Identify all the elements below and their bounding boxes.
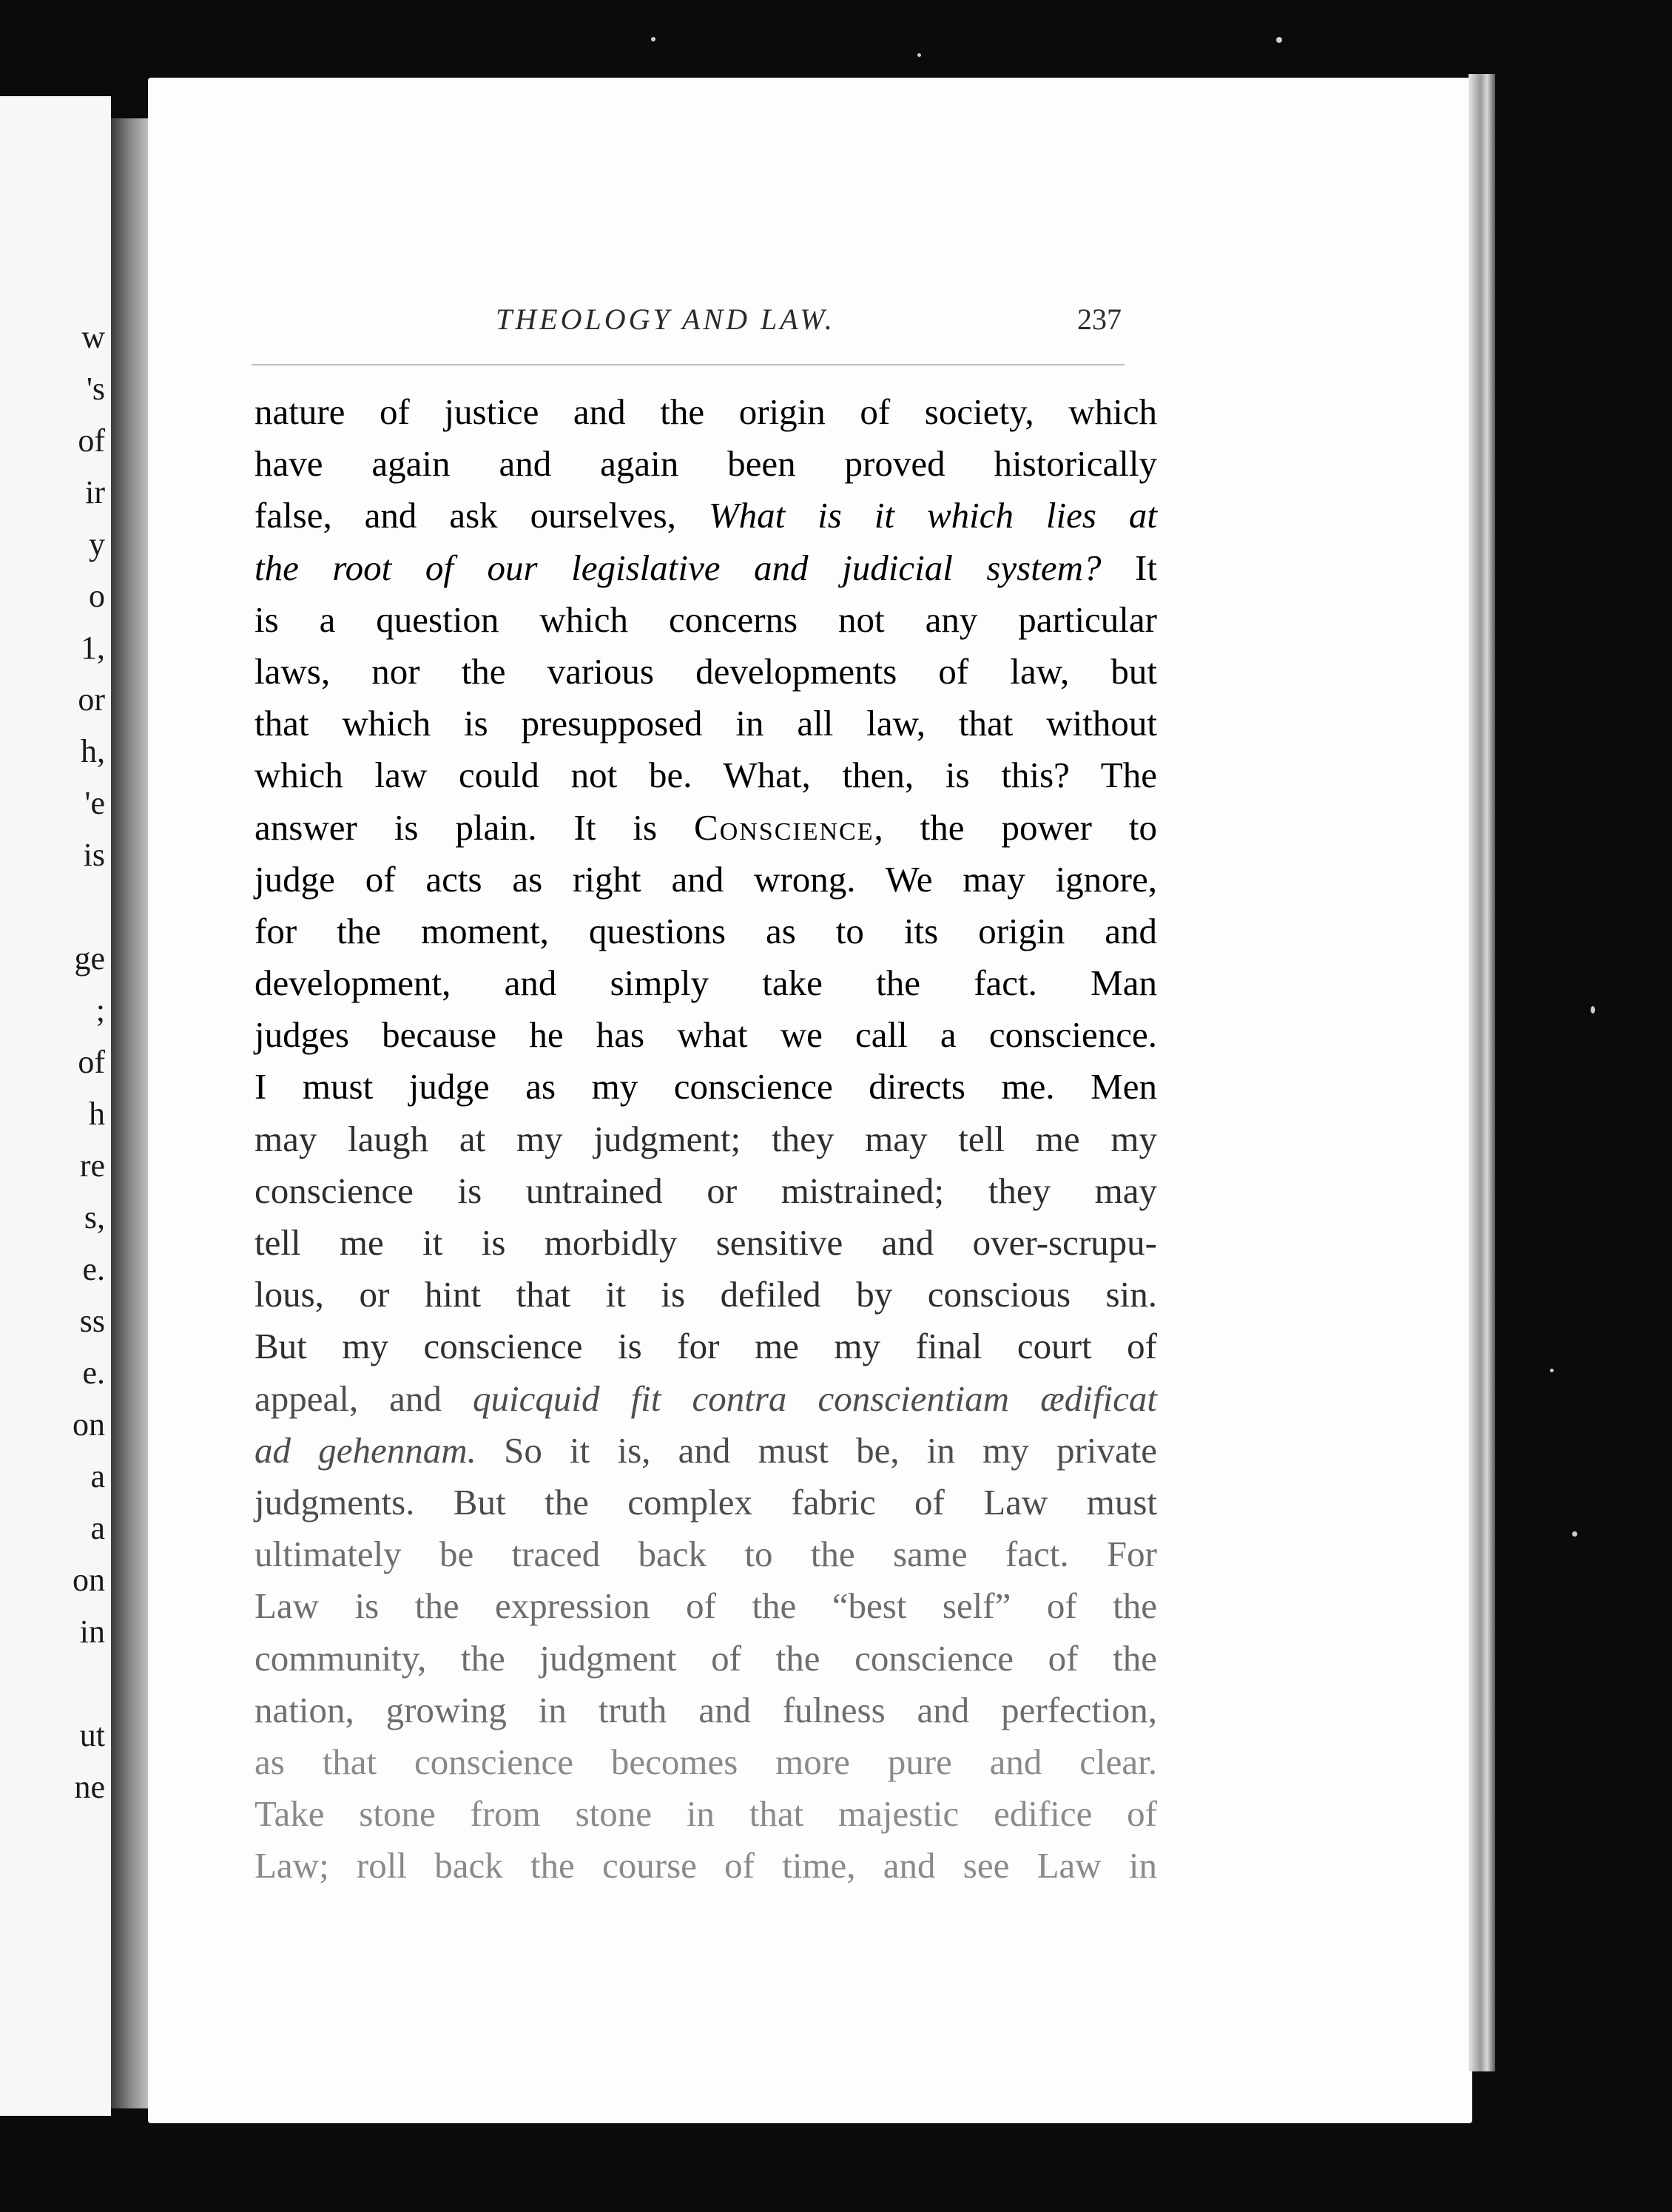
facing-page-fragment: h <box>89 1096 105 1132</box>
facing-page-fragment: ne <box>74 1769 105 1805</box>
text-segment: answer is plain. It is <box>254 806 695 848</box>
facing-page-fragment: y <box>89 526 105 562</box>
facing-page-fragment: w <box>81 319 105 355</box>
text-line: ultimately be traced back to the same fact. For <box>254 1534 1157 1575</box>
text-line <box>254 1373 1157 1425</box>
facing-page-fragment: ge <box>74 940 105 977</box>
text-line <box>254 490 1157 542</box>
text-line: conscience is untrained or mistrained; they may <box>254 1170 1157 1211</box>
text-segment: , the power to <box>874 806 1157 848</box>
facing-page-fragment: 's <box>86 371 105 407</box>
text-line: nation, growing in truth and fulness and perfection, <box>254 1689 1157 1730</box>
body-text <box>254 386 1157 1892</box>
italic-text: quicquid fit contra conscientiam ædificat <box>473 1378 1157 1419</box>
text-line: I must judge as my conscience directs me. Men <box>254 1066 1157 1107</box>
dust-speck <box>1550 1369 1554 1372</box>
facing-page-fragment: e. <box>82 1251 105 1287</box>
facing-page-fragment: ir <box>85 474 105 510</box>
italic-text: ad gehennam. <box>254 1429 476 1471</box>
text-line: as that conscience becomes more pure and clear. <box>254 1741 1157 1782</box>
text-line <box>254 1425 1157 1477</box>
facing-page-fragment: in <box>79 1614 105 1650</box>
facing-page-fragment: or <box>78 681 105 718</box>
text-line: lous, or hint that it is defiled by conscious sin. <box>254 1274 1157 1315</box>
facing-page-fragment: re <box>79 1147 105 1184</box>
text-line <box>254 542 1157 594</box>
header-rule <box>252 364 1125 365</box>
text-line: judge of acts as right and wrong. We may ignore, <box>254 858 1157 900</box>
facing-page-fragment: h, <box>81 733 105 769</box>
facing-page-fragment: s, <box>84 1199 105 1235</box>
facing-page-fragment: e. <box>82 1355 105 1391</box>
facing-page-fragment: of <box>78 1044 105 1080</box>
italic-text: What is it which lies at <box>708 495 1157 536</box>
text-line: laws, nor the various developments of law, but <box>254 650 1157 692</box>
text-line: development, and simply take the fact. Man <box>254 962 1157 1004</box>
facing-page-fragment: 1, <box>81 630 105 666</box>
facing-page-fragment: of <box>78 422 105 459</box>
text-line: Take stone from stone in that majestic edifice of <box>254 1793 1157 1835</box>
text-line: community, the judgment of the conscience of the <box>254 1637 1157 1679</box>
facing-page-fragment: o <box>89 578 105 614</box>
dust-speck <box>917 53 921 57</box>
text-line: judgments. But the complex fabric of Law must <box>254 1481 1157 1523</box>
text-segment: It <box>1101 547 1157 588</box>
page-edge <box>1469 74 1495 2071</box>
dust-speck <box>1572 1531 1577 1537</box>
facing-page-fragment: 'e <box>84 785 105 821</box>
dust-speck <box>1276 37 1282 43</box>
text-line: may laugh at my judgment; they may tell me my <box>254 1118 1157 1159</box>
text-line: that which is presupposed in all law, that without <box>254 703 1157 744</box>
text-line: Law; roll back the course of time, and see Law in <box>254 1845 1157 1886</box>
facing-page-fragment: ; <box>95 992 105 1028</box>
text-line: But my conscience is for me my final court of <box>254 1326 1157 1367</box>
italic-text: the root of our legislative and judicial system? <box>254 547 1102 588</box>
text-line: for the moment, questions as to its origin and <box>254 910 1157 951</box>
text-segment: appeal, and <box>254 1378 473 1419</box>
facing-page-fragment: ss <box>79 1303 105 1339</box>
dust-speck <box>1591 1006 1595 1014</box>
facing-page-fragment: a <box>90 1510 105 1546</box>
text-line: nature of justice and the origin of society, which <box>254 391 1157 432</box>
text-line: tell me it is morbidly sensitive and over-scrupu- <box>254 1222 1157 1263</box>
facing-page-fragment: is <box>83 837 105 873</box>
facing-page-fragment: on <box>73 1562 105 1598</box>
text-line: Law is the expression of the “best self” of the <box>254 1585 1157 1627</box>
text-segment: false, and ask ourselves, <box>254 495 709 536</box>
facing-page-fragment: a <box>90 1458 105 1494</box>
facing-page <box>0 96 111 2116</box>
text-line: which law could not be. What, then, is this? The <box>254 755 1157 796</box>
text-line <box>254 802 1157 854</box>
dust-speck <box>651 37 655 41</box>
text-line: is a question which concerns not any particular <box>254 598 1157 640</box>
text-line: judges because he has what we call a conscience. <box>254 1014 1157 1056</box>
page-number: 237 <box>1077 303 1122 336</box>
text-line: have again and again been proved historically <box>254 443 1157 485</box>
facing-page-fragment: ut <box>79 1717 105 1753</box>
small-caps-text: Conscience <box>694 806 874 848</box>
running-head: THEOLOGY AND LAW. <box>496 303 835 336</box>
facing-page-fragment: on <box>73 1406 105 1443</box>
text-segment: So it is, and must be, in my private <box>476 1429 1157 1471</box>
